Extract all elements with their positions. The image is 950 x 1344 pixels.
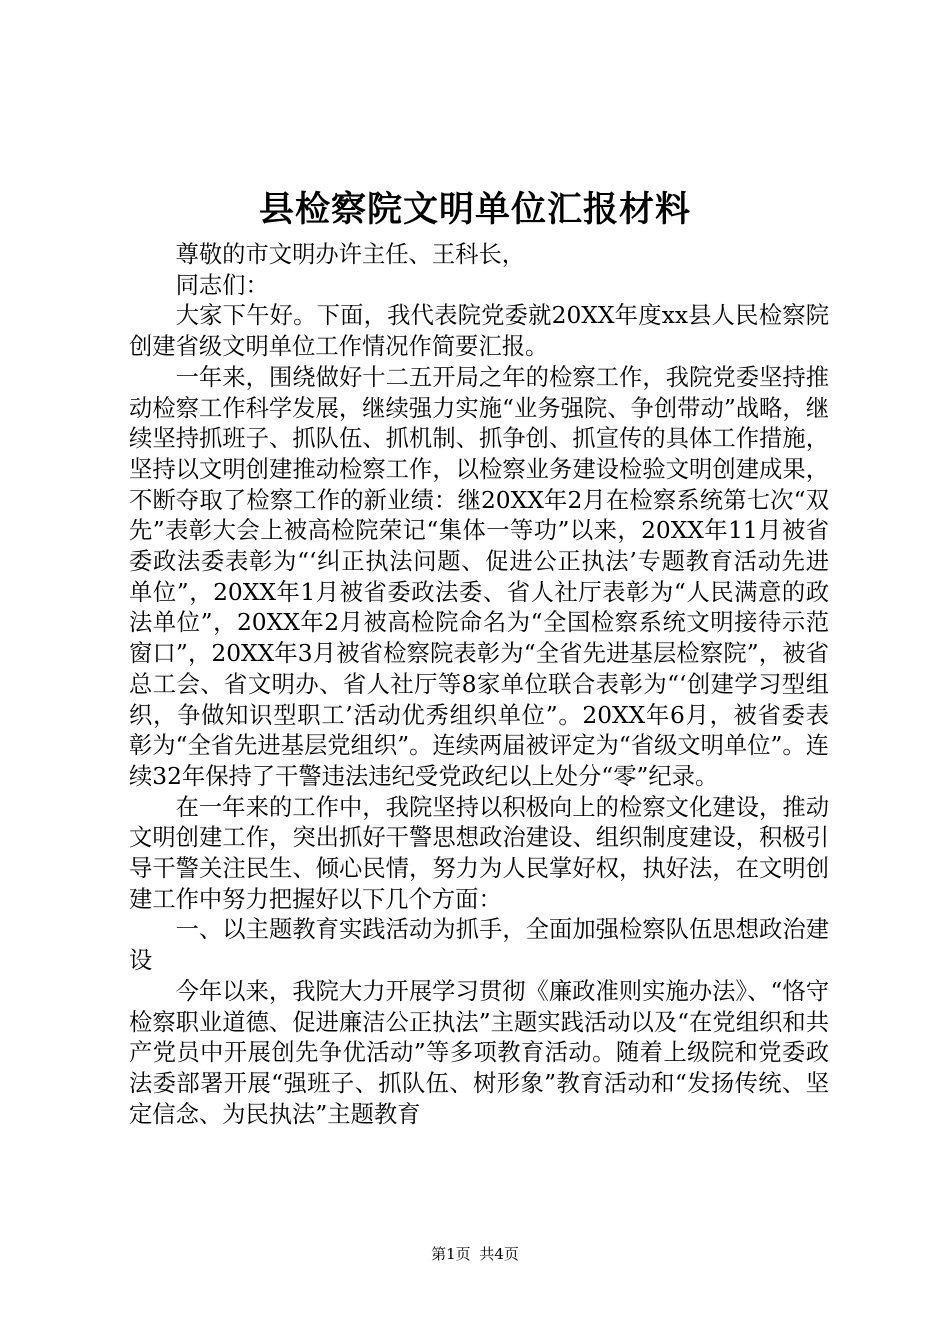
- document-title: 县检察院文明单位汇报材料: [258, 190, 691, 230]
- body-paragraph: 今年以来，我院大力开展学习贯彻《廉政准则实施办法》、“恪守检察职业道德、促进廉洁公正执法”主题实践活动以及“在党组织和共产党员中开展创先争优活动”等多项教育活动。随着上级院和党委政法委部署开展“强班子、抓队伍、树形象”教育活动和“发扬传统、坚定信念、为民执法”主题教育: [129, 977, 829, 1128]
- body-paragraph: 一年来，围绕做好十二五开局之年的检察工作，我院党委坚持推动检察工作科学发展，继续强力实施“业务强院、争创带动”战略，继续坚持抓班子、抓队伍、抓机制、抓争创、抓宣传的具体工作措施，坚持以文明创建推动检察工作，以检察业务建设检验文明创建成果，不断夺取了检察工作的新业绩：继20XX年2月在检察系统第七次“双先”表彰大会上被高检院荣记“集体一等功”以来，20XX年11月被省委政法委表彰为“‘纠正执法问题、促进公正执法’专题教育活动先进单位”，20XX年1月被省委政法委、省人社厅表彰为“人民满意的政法单位”，20XX年2月被高检院命名为“全国检察系统文明接待示范窗口”，20XX年3月被省检察院表彰为“全省先进基层检察院”，被省总工会、省文明办、省人社厅等8家单位联合表彰为“‘创建学习型组织，争做知识型职工’活动优秀组织单位”。20XX年6月，被省委表彰为“全省先进基层党组织”。连续两届被评定为“省级文明单位”。连续32年保持了干警违法违纪受党政纪以上处分“零”纪录。: [129, 363, 829, 790]
- section-heading: 一、以主题教育实践活动为抓手，全面加强检察队伍思想政治建设: [129, 916, 829, 975]
- page-number: 第1页 共4页: [431, 1245, 519, 1263]
- salutation-paragraph: 尊敬的市文明办许主任、王科长，: [175, 241, 526, 268]
- page-footer: [0, 1244, 950, 1264]
- document-body: [129, 240, 829, 1130]
- greeting-paragraph: 同志们：: [175, 271, 269, 299]
- body-paragraph: 在一年来的工作中，我院坚持以积极向上的检察文化建设，推动文明创建工作，突出抓好干警思想政治建设、组织制度建设，积极引导干警关注民生、倾心民情，努力为人民掌好权，执好法，在文明创建工作中努力把握好以下几个方面：: [129, 793, 829, 913]
- body-paragraph: 大家下午好。下面，我代表院党委就20XX年度xx县人民检察院创建省级文明单位工作情况作简要汇报。: [129, 302, 829, 361]
